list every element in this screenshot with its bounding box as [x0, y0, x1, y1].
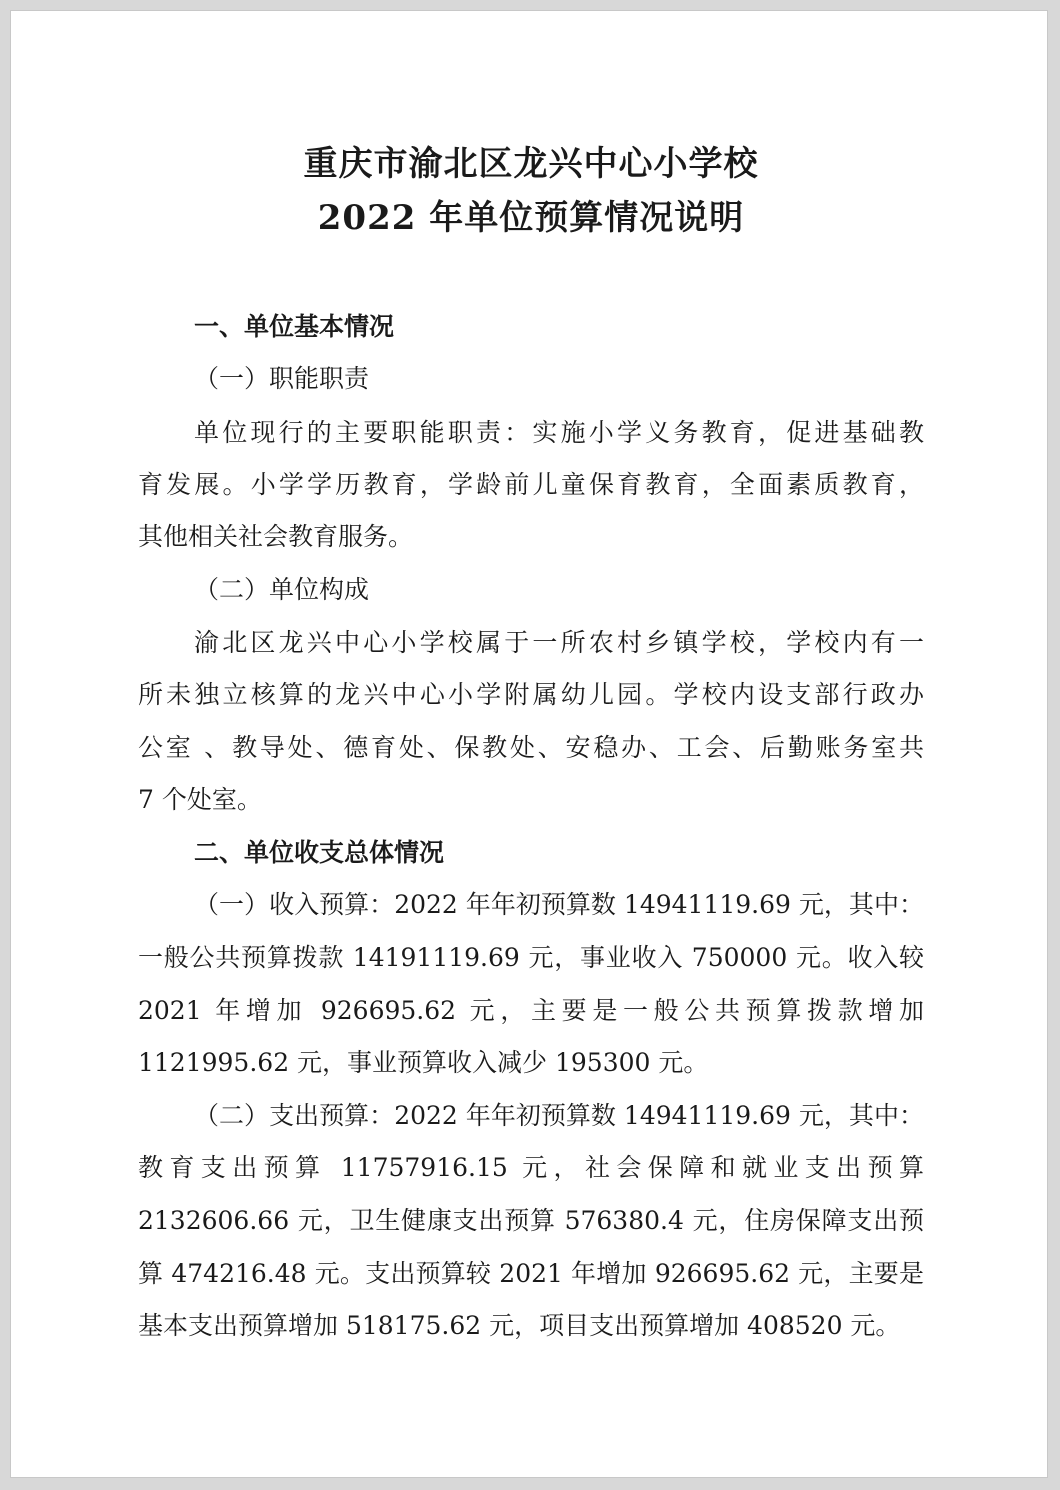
paragraph-line: （二）支出预算：2022 年年初预算数 14941119.69 元，其中： [194, 1101, 924, 1130]
document-page [10, 10, 1048, 1478]
sub2-heading: （二）单位构成 [194, 575, 370, 604]
paragraph-line: 7 个处室。 [138, 785, 262, 814]
paragraph-line: 育发展。小学学历教育，学龄前儿童保育教育，全面素质教育， [138, 470, 924, 499]
section2-heading: 二、单位收支总体情况 [194, 838, 445, 867]
paragraph-line: （一）收入预算：2022 年年初预算数 14941119.69 元，其中： [194, 890, 924, 919]
paragraph-line: 一般公共预算拨款 14191119.69 元，事业收入 750000 元。收入较 [138, 943, 924, 972]
section1-heading: 一、单位基本情况 [194, 312, 395, 341]
sub1-heading: （一）职能职责 [194, 364, 370, 393]
paragraph-line: 所未独立核算的龙兴中心小学附属幼儿园。学校内设支部行政办 [138, 680, 924, 709]
paragraph-line: 单位现行的主要职能职责：实施小学义务教育，促进基础教 [194, 418, 924, 447]
paragraph-line: 2021 年增加 926695.62 元，主要是一般公共预算拨款增加 [138, 996, 924, 1025]
paragraph-line: 教育支出预算 11757916.15 元，社会保障和就业支出预算 [138, 1153, 924, 1182]
paragraph-line: 基本支出预算增加 518175.62 元，项目支出预算增加 408520 元。 [138, 1311, 901, 1340]
paragraph-line: 公室 、教导处、德育处、保教处、安稳办、工会、后勤账务室共 [138, 733, 924, 762]
paragraph-line: 渝北区龙兴中心小学校属于一所农村乡镇学校，学校内有一 [194, 628, 924, 657]
paragraph-line: 算 474216.48 元。支出预算较 2021 年增加 926695.62 元，主要是 [138, 1259, 924, 1288]
document-title-line2: 2022 年单位预算情况说明 [317, 198, 745, 238]
document-title-line1: 重庆市渝北区龙兴中心小学校 [303, 144, 759, 184]
paragraph-line: 1121995.62 元，事业预算收入减少 195300 元。 [138, 1048, 709, 1077]
paragraph-line: 其他相关社会教育服务。 [138, 522, 414, 551]
paragraph-line: 2132606.66 元，卫生健康支出预算 576380.4 元，住房保障支出预 [138, 1206, 924, 1235]
